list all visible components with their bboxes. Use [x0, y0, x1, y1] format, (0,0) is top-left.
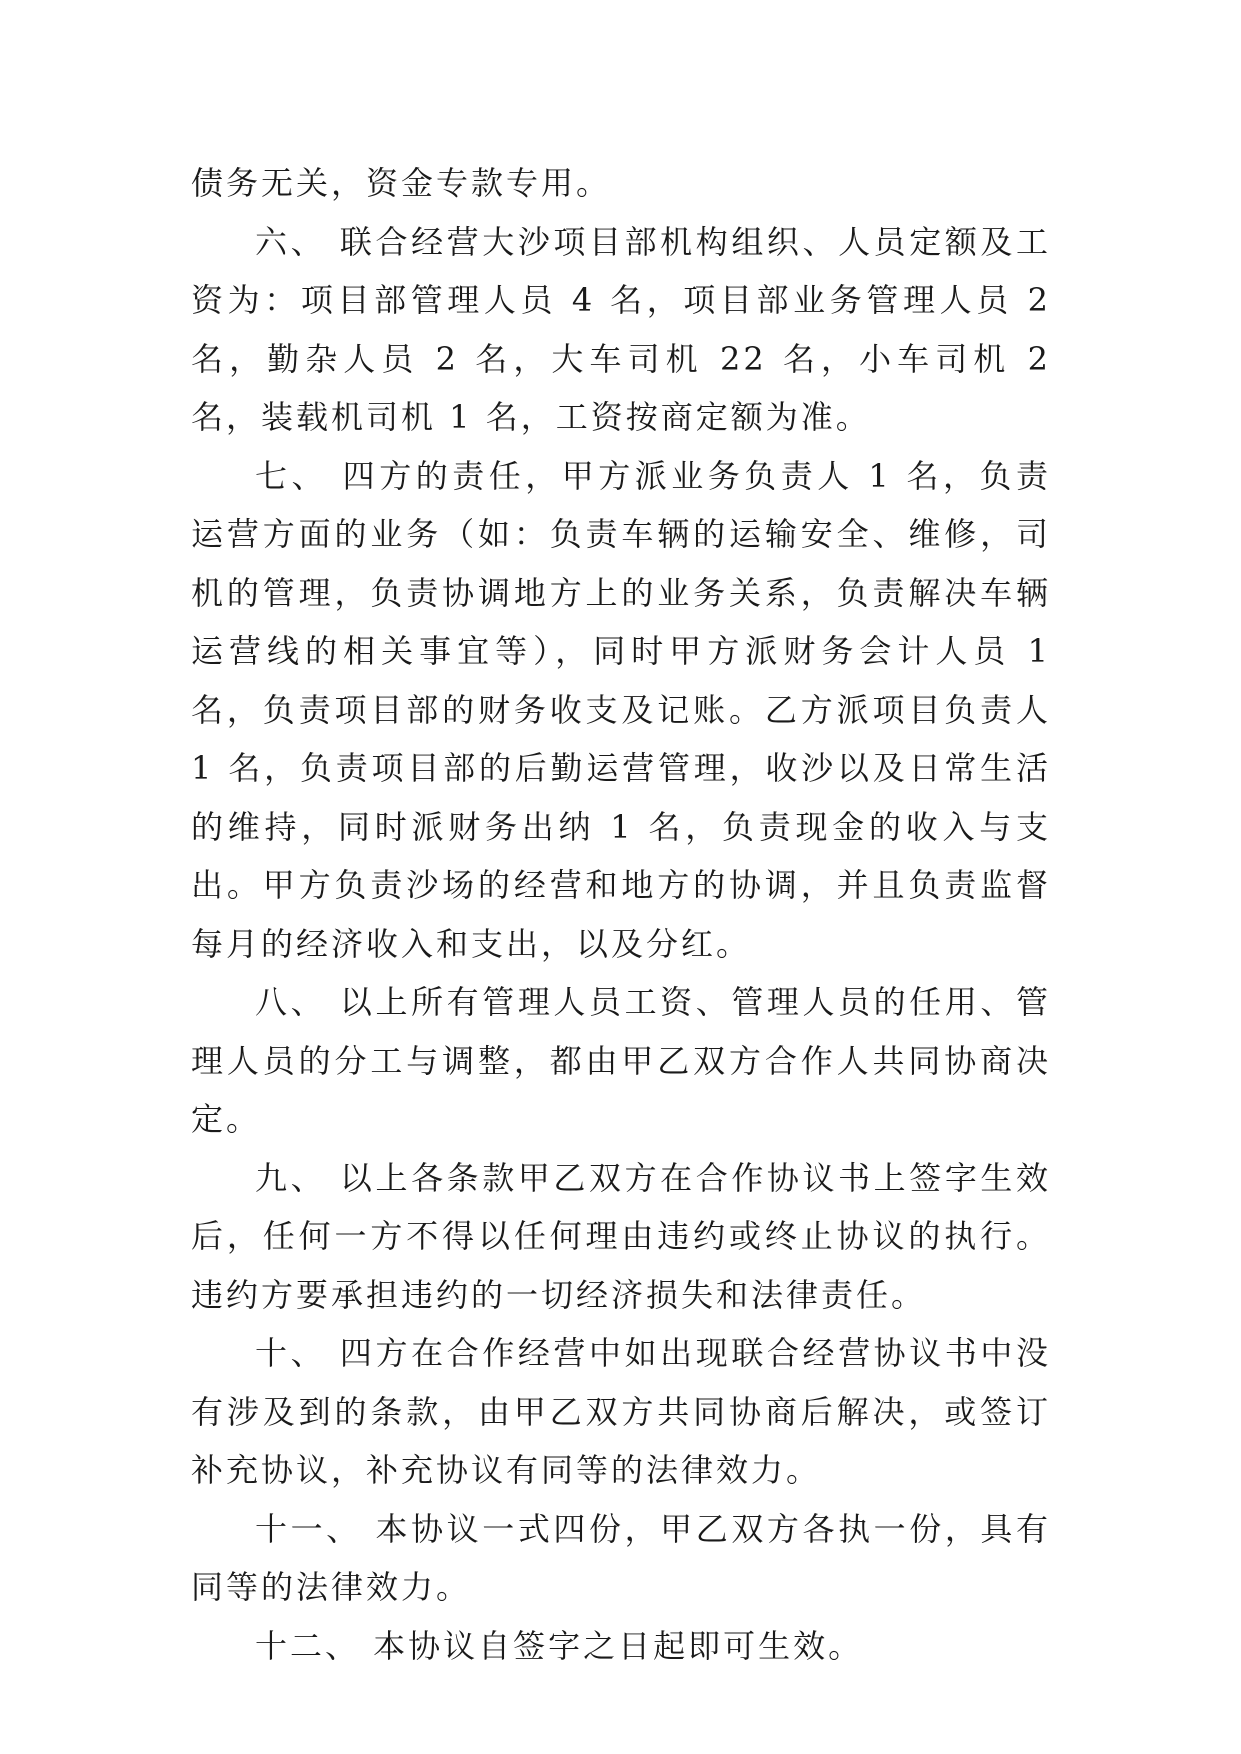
paragraph-article-8: 八、 以上所有管理人员工资、管理人员的任用、管理人员的分工与调整，都由甲乙双方合作人共同协商决定。	[191, 983, 1051, 1138]
paragraph-article-7: 七、 四方的责任，甲方派业务负责人 1 名，负责运营方面的业务（如：负责车辆的运输安全、维修，司机的管理，负责协调地方上的业务关系，负责解决车辆运营线的相关事宜等），同时甲方派财务会计人员 1 名，负责项目部的财务收支及记账。乙方派项目负责人 1 名，负责项目部的后勤运营管理，收沙以及日常生活的维持，同时派财务出纳 1 名，负责现金的收入与支出。甲方负责沙场的经营和地方的协调，并且负责监督每月的经济收入和支出，以及分红。	[191, 456, 1051, 963]
paragraph-article-12: 十二、 本协议自签字之日起即可生效。	[255, 1626, 864, 1665]
paragraph-article-9: 九、 以上各条款甲乙双方在合作协议书上签字生效后，任何一方不得以任何理由违约或终止协议的执行。违约方要承担违约的一切经济损失和法律责任。	[191, 1158, 1051, 1314]
paragraph-debt: 债务无关，资金专款专用。	[191, 164, 612, 202]
paragraph-article-11: 十一、 本协议一式四份，甲乙双方各执一份，具有同等的法律效力。	[191, 1509, 1051, 1606]
paragraph-article-6: 六、 联合经营大沙项目部机构组织、人员定额及工资为：项目部管理人员 4 名，项目部业务管理人员 2 名，勤杂人员 2 名，大车司机 22 名，小车司机 2 名，装载机司机 1 名，工资按商定额为准。	[191, 222, 1051, 436]
document-body	[191, 154, 1051, 1675]
paragraph-article-10: 十、 四方在合作经营中如出现联合经营协议书中没有涉及到的条款，由甲乙双方共同协商后解决，或签订补充协议，补充协议有同等的法律效力。	[191, 1334, 1051, 1489]
